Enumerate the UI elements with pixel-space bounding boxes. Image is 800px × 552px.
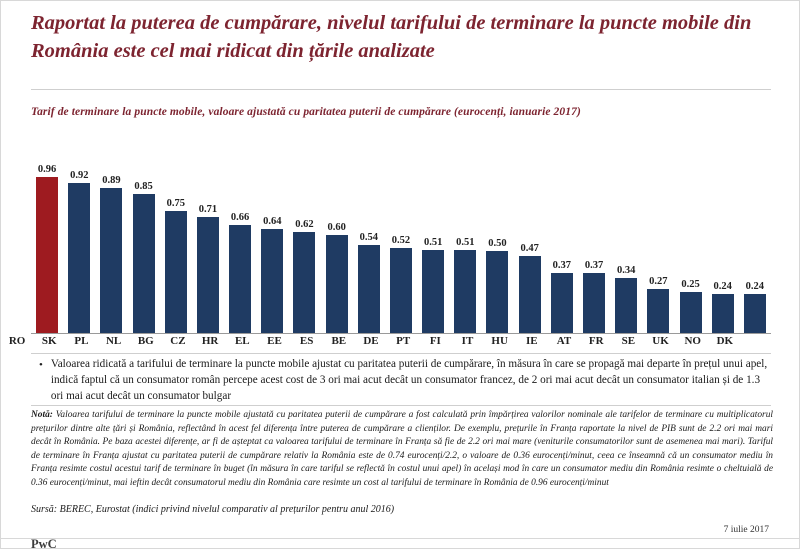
chart-bar <box>454 250 476 333</box>
footnote-label: Notă: <box>31 410 53 420</box>
chart-category-label: UK <box>652 335 669 347</box>
chart-bar <box>100 188 122 333</box>
bar-value-label: 0.66 <box>230 211 250 223</box>
chart-bar-group <box>578 149 610 333</box>
chart-bar-group <box>256 149 288 333</box>
bar-value-label: 0.37 <box>552 259 572 271</box>
bar-chart <box>31 129 771 334</box>
bar-value-label: 0.89 <box>102 174 121 186</box>
chart-bar-group <box>707 149 739 333</box>
chart-category-label: ES <box>299 335 314 347</box>
chart-bar <box>680 292 702 333</box>
chart-bar-group <box>449 149 481 333</box>
chart-bar-group <box>63 149 95 333</box>
chart-bar-group <box>610 149 642 333</box>
chart-bar <box>36 177 58 333</box>
bar-value-label: 0.51 <box>423 236 443 248</box>
chart-bar <box>551 273 573 333</box>
chart-bar-group <box>95 149 127 333</box>
chart-bar-group <box>674 149 706 333</box>
chart-bar <box>583 273 605 333</box>
chart-category-label: AT <box>556 335 572 347</box>
chart-category-label: EE <box>267 335 282 347</box>
note-divider <box>31 405 771 406</box>
bar-value-label: 0.51 <box>456 236 475 248</box>
bullet-point <box>33 357 771 405</box>
chart-bar <box>422 250 444 333</box>
chart-category-label: HR <box>201 335 219 347</box>
chart-category-label: PT <box>396 335 411 347</box>
chart-category-label: FI <box>429 335 441 347</box>
bar-value-label: 0.52 <box>391 234 411 246</box>
chart-bar <box>519 256 541 333</box>
chart-category-label: RO <box>8 335 26 347</box>
bullet-marker: • <box>39 359 43 371</box>
chart-bar <box>647 289 669 333</box>
pwc-logo: PwC <box>31 537 57 551</box>
chart-bar-group <box>514 149 546 333</box>
chart-bar-group <box>321 149 353 333</box>
chart-bar <box>486 251 508 333</box>
chart-category-label: NO <box>684 335 701 347</box>
bar-value-label: 0.37 <box>584 259 604 271</box>
footer-divider <box>1 538 800 539</box>
chart-axis-line <box>31 333 771 334</box>
bar-value-label: 0.24 <box>713 280 732 292</box>
chart-bar-group <box>224 149 256 333</box>
chart-bar <box>68 183 90 333</box>
chart-bar-group <box>128 149 160 333</box>
bar-value-label: 0.85 <box>134 180 153 192</box>
bar-value-label: 0.96 <box>37 163 57 175</box>
source-line: Sursă: BEREC, Eurostat (indici privind nivelul comparativ al prețurilor pentru anul 2016) <box>31 504 395 515</box>
bar-value-label: 0.62 <box>295 218 314 230</box>
chart-bar <box>293 232 315 333</box>
chart-category-label: EL <box>234 335 250 347</box>
chart-bar-group <box>739 149 771 333</box>
chart-category-label: FR <box>588 335 604 347</box>
bar-value-label: 0.24 <box>745 280 765 292</box>
chart-bar-group <box>481 149 513 333</box>
chart-bar-group <box>546 149 578 333</box>
chart-bar-group <box>353 149 385 333</box>
chart-bars <box>31 149 771 333</box>
chart-bar-group <box>385 149 417 333</box>
chart-bottom-divider <box>31 353 771 354</box>
chart-bar <box>197 217 219 333</box>
bar-value-label: 0.75 <box>166 197 185 209</box>
chart-bar-group <box>288 149 320 333</box>
chart-bar-group <box>192 149 224 333</box>
bar-value-label: 0.50 <box>488 237 507 249</box>
date-label: 7 iulie 2017 <box>723 525 769 535</box>
chart-category-label: PL <box>74 335 89 347</box>
chart-category-label: CZ <box>170 335 186 347</box>
bar-value-label: 0.25 <box>681 278 700 290</box>
bar-value-label: 0.64 <box>263 215 282 227</box>
title-divider <box>31 89 771 90</box>
bar-value-label: 0.47 <box>520 242 539 254</box>
chart-category-label: NL <box>105 335 122 347</box>
chart-category-label: HU <box>491 335 508 347</box>
bar-value-label: 0.27 <box>649 275 668 287</box>
chart-bar <box>712 294 734 333</box>
chart-bar <box>744 294 766 333</box>
chart-bar <box>229 225 251 333</box>
chart-bar <box>615 278 637 333</box>
chart-title: Tarif de terminare la puncte mobile, valoare ajustată cu paritatea puterii de cumpărare (eurocenți, ianuarie 2017) <box>31 106 581 118</box>
chart-category-label: DK <box>716 335 734 347</box>
bar-value-label: 0.60 <box>327 221 346 233</box>
chart-category-label: IT <box>461 335 474 347</box>
page-title: Raportat la puterea de cumpărare, nivelul tarifului de terminare la puncte mobile din România este cel mai ridicat din țările analizate <box>31 12 752 63</box>
chart-category-label: DE <box>363 335 379 347</box>
chart-bar-group <box>31 149 63 333</box>
chart-bar <box>165 211 187 333</box>
chart-bar-group <box>160 149 192 333</box>
bar-value-label: 0.34 <box>616 264 636 276</box>
chart-bar <box>390 248 412 333</box>
chart-plot-area <box>31 149 771 334</box>
chart-category-label: BE <box>331 335 347 347</box>
bar-value-label: 0.92 <box>70 169 89 181</box>
chart-bar <box>133 194 155 333</box>
chart-category-label: SE <box>621 335 636 347</box>
bar-value-label: 0.71 <box>198 203 218 215</box>
chart-bar-group <box>417 149 449 333</box>
footnote <box>31 409 773 490</box>
chart-category-labels <box>1 335 741 347</box>
chart-category-label: BG <box>137 335 154 347</box>
footnote-text: Valoarea tarifului de terminare la puncte mobile ajustată cu paritatea puterii de cumpărare a fost calculată prin împărțirea valorilor nominale ale tarifelor de terminare cu multiplicatorul prețurilor dintre alte țări și România, reflectând în acest fel diferența între puterea de cumpărare a clienților. De exemplu, prețurile în Franța raportate la nivel de PIB sunt de 2.2 ori mai mari decât în România. Pe baza acestei diferențe, ar fi de așteptat ca valoarea tarifului de terminare în Franța să fie de 2.2 ori mai mare (veniturile consumatorilor sunt de asemenea mai mari). Tariful de terminare în Franța ajustat cu paritatea puterii de cumpărare relativ la România este de 0.74 eurocenți/2.2, o valoare de 0.36 eurocenți/minut, ceea ce înseamnă că un consumator mediu în Franța resimte costul acestui tarif de terminare în buget (în măsura în care tariful se reflectă în costul unui apel) în același mod în care un consumator mediu din România resimte o cheltuială de 0.36 eurocenți/minut, mai ieftin decât consumatorul mediu din România care resimte un cost al tarifului de terminare în România de 0.96 eurocenți/minut <box>31 410 773 488</box>
chart-bar <box>261 229 283 333</box>
chart-bar <box>326 235 348 333</box>
chart-bar <box>358 245 380 333</box>
bar-value-label: 0.54 <box>359 231 378 243</box>
chart-category-label: IE <box>526 335 538 347</box>
chart-bar-group <box>642 149 674 333</box>
chart-category-label: SK <box>41 335 57 347</box>
bullet-text: Valoarea ridicată a tarifului de terminare la puncte mobile ajustat cu paritatea puterii de cumpărare, în măsura în care se propagă mai departe în prețul unui apel, indică faptul că un consumator român percepe acest cost de 3 ori mai acut decât un consumator francez, de 2 ori mai acut decât un consumator italian și de 1.3 ori mai acut decât un consumator bulgar <box>50 358 768 402</box>
